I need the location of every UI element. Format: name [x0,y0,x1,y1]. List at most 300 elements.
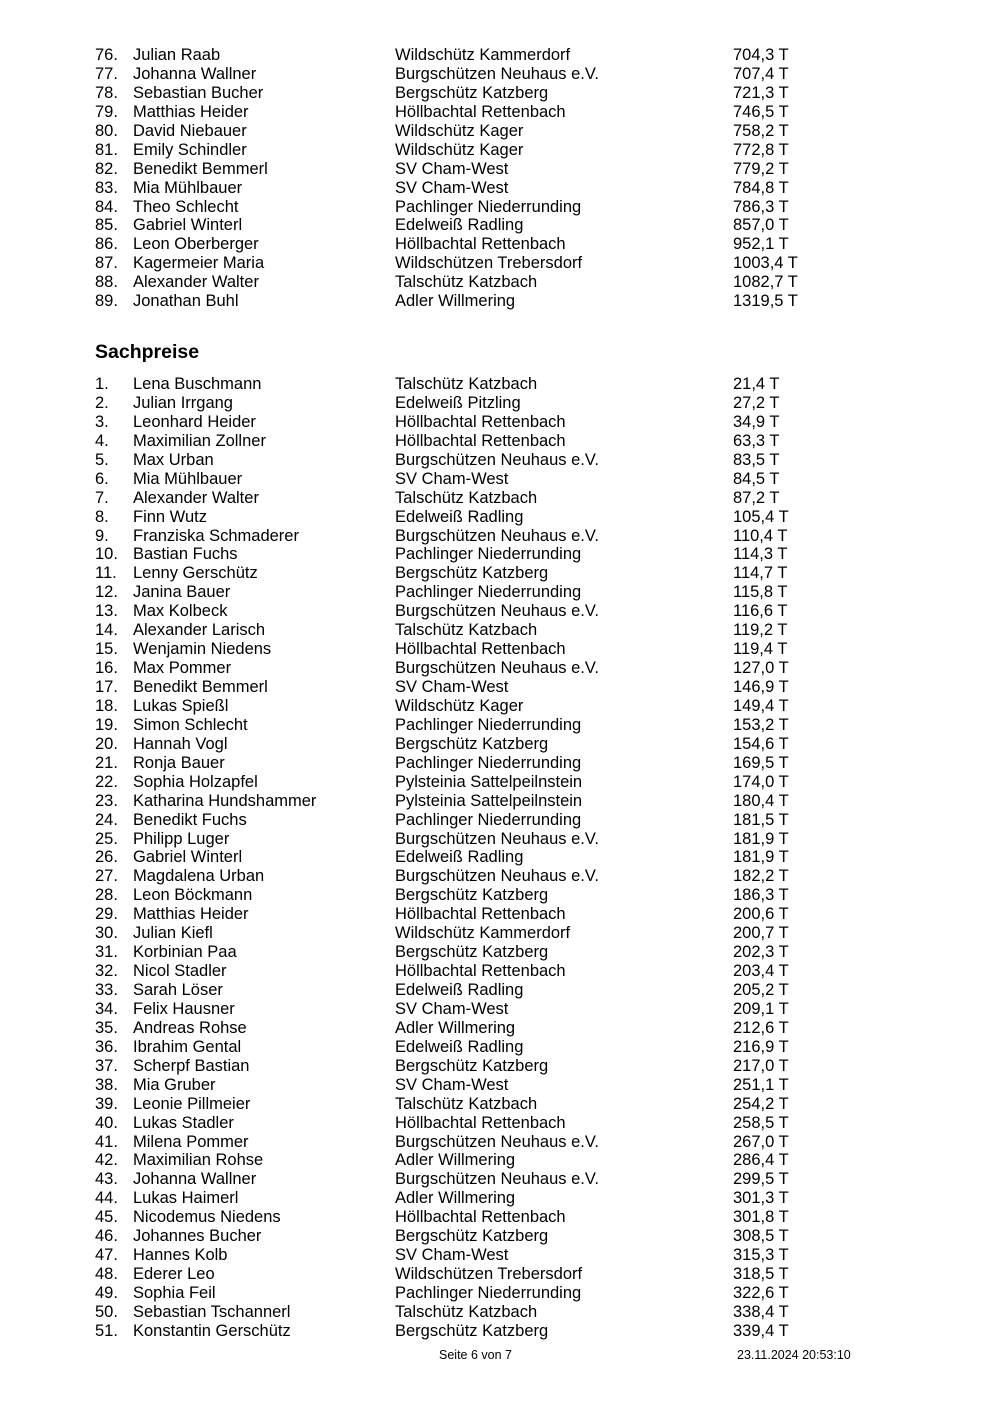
club-cell: Burgschützen Neuhaus e.V. [395,450,599,469]
list-item [0,848,1000,867]
list-item [0,943,1000,962]
rank-cell: 17. [95,678,118,696]
name-cell: Lukas Haimerl [133,1189,239,1208]
name-cell: Hannes Kolb [133,1246,228,1265]
score-cell: 182,2 T [733,867,789,886]
name-cell: Johanna Wallner [133,1170,257,1189]
club-cell: Talschütz Katzbach [395,375,538,393]
rank-cell: 89. [95,292,118,311]
rank-cell: 2. [95,393,109,412]
list-item [0,1133,1000,1152]
score-cell: 758,2 T [733,121,789,140]
list-item [0,46,1000,65]
name-cell: Ederer Leo [133,1265,215,1284]
name-cell: Magdalena Urban [133,867,265,886]
club-cell: Adler Willmering [395,292,516,311]
rank-cell: 10. [95,545,118,564]
rank-cell: 88. [95,273,118,292]
rank-cell: 6. [95,469,109,488]
rank-cell: 11. [95,564,117,583]
rank-cell: 30. [95,924,118,943]
rank-cell: 79. [95,102,118,121]
club-cell: Bergschütz Katzberg [395,83,549,102]
score-cell: 746,5 T [733,102,789,121]
score-cell: 169,5 T [733,753,789,772]
score-cell: 153,2 T [733,715,789,734]
name-cell: Max Pommer [133,659,232,678]
rank-cell: 44. [95,1189,118,1208]
name-cell: Sophia Feil [133,1284,216,1302]
score-cell: 186,3 T [733,886,789,905]
name-cell: Andreas Rohse [133,1018,247,1037]
club-cell: Pylsteinia Sattelpeilnstein [395,791,583,810]
rank-cell: 86. [95,235,118,254]
score-cell: 83,5 T [733,450,780,469]
score-cell: 119,4 T [733,640,788,659]
score-cell: 181,9 T [733,848,789,867]
name-cell: Gabriel Winterl [133,848,243,867]
rank-cell: 80. [95,121,118,140]
name-cell: Scherpf Bastian [133,1056,250,1075]
list-item [0,1019,1000,1038]
club-cell: Bergschütz Katzberg [395,734,549,753]
club-cell: Höllbachtal Rettenbach [395,1208,566,1227]
club-cell: Burgschützen Neuhaus e.V. [395,1170,599,1189]
rank-cell: 84. [95,197,118,216]
score-cell: 116,6 T [733,602,788,621]
rank-cell: 43. [95,1170,118,1189]
score-cell: 114,7 T [733,564,788,583]
list-item [0,659,1000,678]
club-cell: Höllbachtal Rettenbach [395,431,566,450]
rank-cell: 87. [95,254,118,273]
rank-cell: 5. [95,450,109,469]
list-item [0,962,1000,981]
page-number: Seite 6 von 7 [439,1348,512,1362]
name-cell: Benedikt Fuchs [133,810,247,829]
name-cell: Wenjamin Niedens [133,640,272,659]
list-item [0,697,1000,716]
club-cell: Talschütz Katzbach [395,1094,538,1113]
score-cell: 209,1 T [733,999,789,1018]
list-item [0,273,1000,292]
score-cell: 338,4 T [733,1302,789,1321]
list-item [0,754,1000,773]
rank-cell: 9. [95,526,109,545]
rank-cell: 35. [95,1018,118,1037]
rank-cell: 20. [95,734,118,753]
club-cell: Bergschütz Katzberg [395,1056,549,1075]
rank-cell: 51. [95,1321,118,1340]
club-cell: Wildschütz Kager [395,140,524,159]
list-item [0,602,1000,621]
club-cell: Bergschütz Katzberg [395,1227,549,1246]
score-cell: 212,6 T [733,1018,789,1037]
name-cell: Bastian Fuchs [133,545,238,564]
score-cell: 786,3 T [733,197,789,216]
club-cell: SV Cham-West [395,1246,509,1265]
club-cell: Talschütz Katzbach [395,488,538,507]
club-cell: Edelweiß Radling [395,848,524,867]
score-cell: 315,3 T [733,1246,789,1265]
list-item [0,103,1000,122]
score-cell: 174,0 T [733,772,789,791]
list-item [0,1284,1000,1303]
rank-cell: 41. [95,1132,118,1151]
score-cell: 251,1 T [733,1075,789,1094]
list-item [0,1170,1000,1189]
club-cell: Burgschützen Neuhaus e.V. [395,829,599,848]
club-cell: Pachlinger Niederrunding [395,715,582,734]
score-cell: 180,4 T [733,791,789,810]
rank-cell: 37. [95,1056,118,1075]
club-cell: SV Cham-West [395,178,509,197]
club-cell: Pachlinger Niederrunding [395,197,582,216]
rank-cell: 36. [95,1037,118,1056]
club-cell: Adler Willmering [395,1018,516,1037]
list-item [0,981,1000,1000]
score-cell: 217,0 T [733,1056,789,1075]
list-item [0,216,1000,235]
name-cell: Sebastian Bucher [133,83,264,102]
rank-cell: 3. [95,412,109,431]
name-cell: Leonie Pillmeier [133,1094,251,1113]
score-cell: 105,4 T [733,507,789,526]
score-cell: 146,9 T [733,678,789,696]
name-cell: Alexander Walter [133,488,259,507]
club-cell: Bergschütz Katzberg [395,886,549,905]
list-item [0,160,1000,179]
print-timestamp: 23.11.2024 20:53:10 [737,1348,851,1362]
rank-cell: 50. [95,1302,118,1321]
list-item [0,65,1000,84]
list-item [0,1189,1000,1208]
name-cell: Kagermeier Maria [133,254,265,273]
club-cell: Pachlinger Niederrunding [395,1284,582,1302]
rank-cell: 47. [95,1246,118,1265]
score-cell: 258,5 T [733,1113,789,1132]
rank-cell: 28. [95,886,118,905]
name-cell: Nicol Stadler [133,962,227,981]
list-item [0,716,1000,735]
list-item [0,1265,1000,1284]
ranking-list-continued [0,46,1000,311]
rank-cell: 29. [95,905,118,924]
club-cell: Adler Willmering [395,1151,516,1170]
name-cell: Johanna Wallner [133,64,257,83]
club-cell: SV Cham-West [395,678,509,696]
club-cell: Edelweiß Radling [395,981,524,999]
rank-cell: 22. [95,772,118,791]
club-cell: Burgschützen Neuhaus e.V. [395,659,599,678]
name-cell: Sebastian Tschannerl [133,1302,291,1321]
name-cell: Max Urban [133,450,214,469]
list-item [0,1227,1000,1246]
list-item [0,924,1000,943]
rank-cell: 31. [95,943,118,962]
score-cell: 119,2 T [733,621,788,640]
score-cell: 952,1 T [733,235,789,254]
list-item [0,773,1000,792]
rank-cell: 38. [95,1075,118,1094]
list-item [0,489,1000,508]
club-cell: SV Cham-West [395,159,509,178]
rank-cell: 26. [95,848,118,867]
score-cell: 857,0 T [733,216,789,235]
score-cell: 308,5 T [733,1227,789,1246]
club-cell: Höllbachtal Rettenbach [395,1113,566,1132]
score-cell: 200,6 T [733,905,789,924]
name-cell: Janina Bauer [133,583,231,602]
rank-cell: 48. [95,1265,118,1284]
score-cell: 772,8 T [733,140,789,159]
score-cell: 1082,7 T [733,273,798,292]
list-item [0,830,1000,849]
club-cell: Wildschütz Kammerdorf [395,46,571,64]
rank-cell: 33. [95,981,118,999]
score-cell: 181,9 T [733,829,789,848]
club-cell: Talschütz Katzbach [395,1302,538,1321]
list-item [0,292,1000,311]
name-cell: Ronja Bauer [133,753,225,772]
club-cell: Adler Willmering [395,1189,516,1208]
club-cell: Wildschützen Trebersdorf [395,254,583,273]
list-item [0,621,1000,640]
club-cell: Burgschützen Neuhaus e.V. [395,1132,599,1151]
club-cell: SV Cham-West [395,999,509,1018]
name-cell: Mia Mühlbauer [133,178,243,197]
name-cell: Nicodemus Niedens [133,1208,281,1227]
list-item [0,394,1000,413]
club-cell: Wildschütz Kager [395,121,524,140]
club-cell: Höllbachtal Rettenbach [395,235,566,254]
score-cell: 301,8 T [733,1208,789,1227]
club-cell: Burgschützen Neuhaus e.V. [395,867,599,886]
rank-cell: 39. [95,1094,118,1113]
score-cell: 254,2 T [733,1094,789,1113]
name-cell: Finn Wutz [133,507,207,526]
rank-cell: 34. [95,999,118,1018]
score-cell: 216,9 T [733,1037,789,1056]
name-cell: Matthias Heider [133,905,249,924]
name-cell: Leon Oberberger [133,235,259,254]
name-cell: Franziska Schmaderer [133,526,299,545]
list-item [0,179,1000,198]
list-item [0,1151,1000,1170]
score-cell: 110,4 T [733,526,788,545]
club-cell: Talschütz Katzbach [395,621,538,640]
list-item [0,867,1000,886]
list-item [0,1000,1000,1019]
name-cell: Milena Pommer [133,1132,249,1151]
rank-cell: 21. [95,753,118,772]
rank-cell: 19. [95,715,118,734]
name-cell: Lena Buschmann [133,375,262,393]
name-cell: Julian Raab [133,46,221,64]
rank-cell: 27. [95,867,118,886]
club-cell: SV Cham-West [395,469,509,488]
name-cell: Jonathan Buhl [133,292,239,311]
name-cell: Julian Kiefl [133,924,213,943]
list-item [0,792,1000,811]
name-cell: Gabriel Winterl [133,216,243,235]
list-item [0,451,1000,470]
club-cell: Edelweiß Radling [395,216,524,235]
club-cell: Pachlinger Niederrunding [395,545,582,564]
club-cell: Bergschütz Katzberg [395,564,549,583]
club-cell: Höllbachtal Rettenbach [395,640,566,659]
rank-cell: 46. [95,1227,118,1246]
score-cell: 707,4 T [733,64,789,83]
list-item [0,1322,1000,1341]
name-cell: Simon Schlecht [133,715,248,734]
name-cell: Mia Gruber [133,1075,216,1094]
rank-cell: 15. [95,640,118,659]
list-item [0,470,1000,489]
rank-cell: 45. [95,1208,118,1227]
rank-cell: 7. [95,488,109,507]
score-cell: 318,5 T [733,1265,789,1284]
club-cell: Bergschütz Katzberg [395,1321,549,1340]
list-item [0,254,1000,273]
score-cell: 63,3 T [733,431,780,450]
club-cell: Höllbachtal Rettenbach [395,905,566,924]
rank-cell: 13. [95,602,118,621]
list-item [0,141,1000,160]
list-item [0,811,1000,830]
name-cell: Sarah Löser [133,981,223,999]
name-cell: Philipp Luger [133,829,230,848]
list-item [0,640,1000,659]
name-cell: Mia Mühlbauer [133,469,243,488]
score-cell: 202,3 T [733,943,789,962]
rank-cell: 25. [95,829,118,848]
name-cell: Johannes Bucher [133,1227,262,1246]
club-cell: Bergschütz Katzberg [395,943,549,962]
name-cell: Matthias Heider [133,102,249,121]
list-item [0,235,1000,254]
rank-cell: 16. [95,659,118,678]
club-cell: Höllbachtal Rettenbach [395,962,566,981]
name-cell: Lukas Stadler [133,1113,234,1132]
list-item [0,122,1000,141]
score-cell: 149,4 T [733,696,789,715]
name-cell: Maximilian Rohse [133,1151,264,1170]
score-cell: 267,0 T [733,1132,789,1151]
name-cell: Emily Schindler [133,140,247,159]
score-cell: 1003,4 T [733,254,798,273]
name-cell: Ibrahim Gental [133,1037,242,1056]
score-cell: 27,2 T [733,393,780,412]
rank-cell: 77. [95,64,118,83]
list-item [0,1114,1000,1133]
name-cell: Benedikt Bemmerl [133,159,268,178]
list-item [0,375,1000,394]
score-cell: 301,3 T [733,1189,789,1208]
name-cell: Felix Hausner [133,999,235,1018]
list-item [0,735,1000,754]
list-item [0,1038,1000,1057]
name-cell: David Niebauer [133,121,247,140]
score-cell: 205,2 T [733,981,789,999]
rank-cell: 85. [95,216,118,235]
club-cell: Höllbachtal Rettenbach [395,102,566,121]
rank-cell: 18. [95,696,118,715]
list-item [0,1057,1000,1076]
list-item [0,1095,1000,1114]
score-cell: 21,4 T [733,375,780,393]
rank-cell: 1. [95,375,109,393]
club-cell: Burgschützen Neuhaus e.V. [395,64,599,83]
score-cell: 286,4 T [733,1151,789,1170]
club-cell: Höllbachtal Rettenbach [395,412,566,431]
score-cell: 322,6 T [733,1284,789,1302]
rank-cell: 81. [95,140,118,159]
score-cell: 1319,5 T [733,292,798,311]
club-cell: Pachlinger Niederrunding [395,810,582,829]
ranking-list-sachpreise [0,375,1000,1341]
score-cell: 339,4 T [733,1321,789,1340]
name-cell: Lenny Gerschütz [133,564,258,583]
club-cell: Pylsteinia Sattelpeilnstein [395,772,583,791]
rank-cell: 82. [95,159,118,178]
name-cell: Katharina Hundshammer [133,791,317,810]
name-cell: Maximilian Zollner [133,431,266,450]
list-item [0,413,1000,432]
club-cell: Pachlinger Niederrunding [395,753,582,772]
score-cell: 299,5 T [733,1170,789,1189]
rank-cell: 42. [95,1151,118,1170]
score-cell: 84,5 T [733,469,780,488]
score-cell: 784,8 T [733,178,789,197]
rank-cell: 14. [95,621,118,640]
score-cell: 721,3 T [733,83,789,102]
list-item [0,583,1000,602]
name-cell: Alexander Larisch [133,621,266,640]
score-cell: 87,2 T [733,488,780,507]
list-item [0,886,1000,905]
list-item [0,564,1000,583]
list-item [0,1076,1000,1095]
name-cell: Benedikt Bemmerl [133,678,268,696]
club-cell: Edelweiß Pitzling [395,393,521,412]
name-cell: Max Kolbeck [133,602,228,621]
rank-cell: 24. [95,810,118,829]
club-cell: Wildschützen Trebersdorf [395,1265,583,1284]
list-item [0,84,1000,103]
list-item [0,527,1000,546]
score-cell: 779,2 T [733,159,789,178]
club-cell: Wildschütz Kammerdorf [395,924,571,943]
list-item [0,1303,1000,1322]
list-item [0,432,1000,451]
club-cell: Pachlinger Niederrunding [395,583,582,602]
club-cell: Talschütz Katzbach [395,273,538,292]
club-cell: Edelweiß Radling [395,1037,524,1056]
score-cell: 114,3 T [733,545,788,564]
name-cell: Korbinian Paa [133,943,237,962]
club-cell: Burgschützen Neuhaus e.V. [395,526,599,545]
name-cell: Leon Böckmann [133,886,253,905]
name-cell: Konstantin Gerschütz [133,1321,291,1340]
list-item [0,1246,1000,1265]
score-cell: 154,6 T [733,734,789,753]
list-item [0,1208,1000,1227]
rank-cell: 23. [95,791,118,810]
club-cell: SV Cham-West [395,1075,509,1094]
list-item [0,678,1000,697]
name-cell: Sophia Holzapfel [133,772,258,791]
